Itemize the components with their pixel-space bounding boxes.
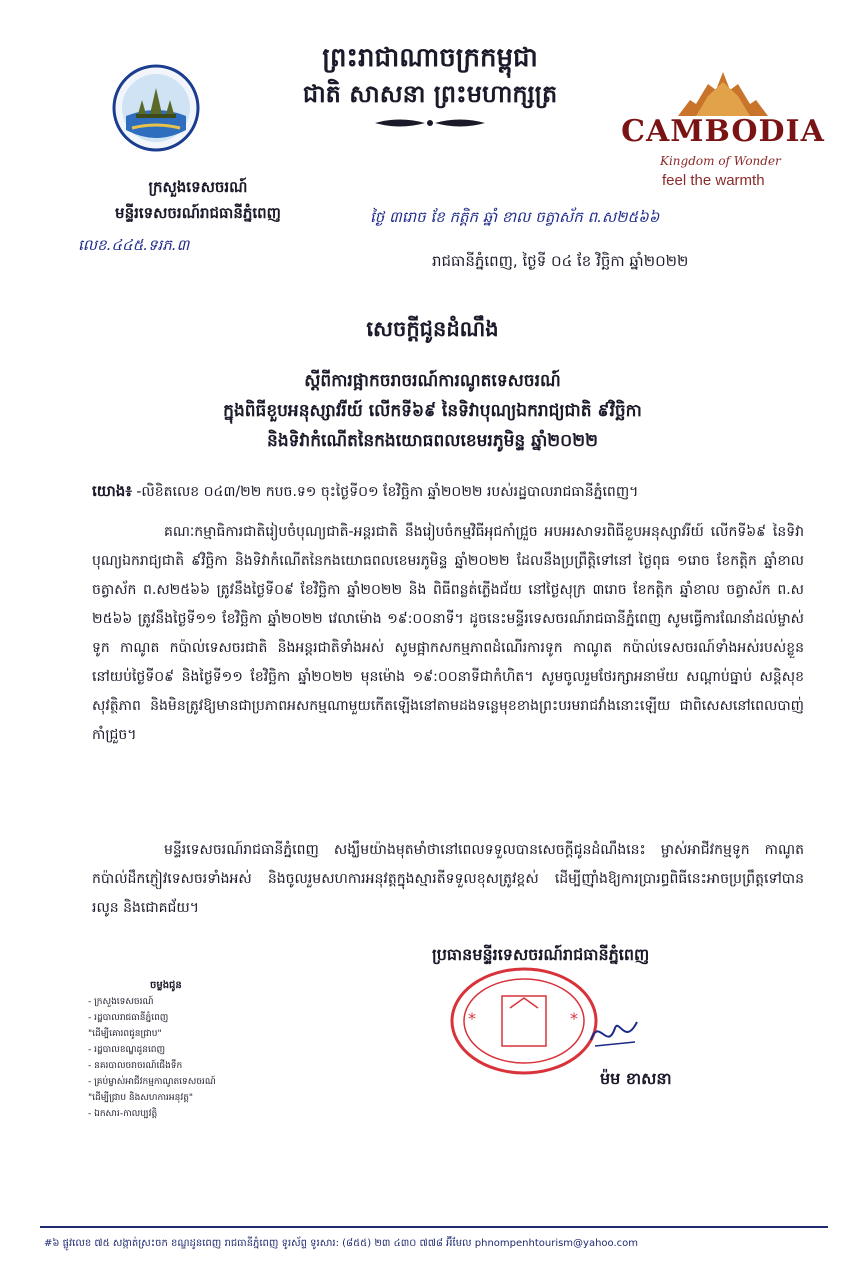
gregorian-date: រាជធានីភ្នំពេញ, ថ្ងៃទី ០៤ ខែ វិច្ឆិកា ឆ្នាំ២០២២: [432, 252, 689, 270]
cc-item: "ដើម្បីជ្រាប និងសហការអនុវត្ត": [88, 1093, 194, 1103]
signer-title: ប្រធានមន្ទីរទេសចរណ៍រាជធានីភ្នំពេញ: [432, 945, 650, 964]
reference-label: យោង៖: [92, 482, 132, 500]
subject-line: ក្នុងពិធីខួបអនុស្សាវរីយ៍ លើកទី៦៩ នៃទិវាបុណ្យឯករាជ្យជាតិ ៩វិច្ឆិកា: [223, 401, 642, 421]
subject-line: និងទិវាកំណើតនៃកងយោធពលខេមរភូមិន្ទ ឆ្នាំ២០២២: [267, 431, 598, 451]
footer-contact: [44, 1236, 828, 1251]
svg-text:*: *: [570, 1009, 578, 1028]
body-paragraph-1: គណៈកម្មាធិការជាតិរៀបចំបុណ្យជាតិ-អន្តរជាតិ នឹងរៀបចំកម្មវិធីអុជកាំជ្រួច អបអរសាទរពិធីខួបអនុស្សាវរីយ៍ លើកទី៦៩ នៃទិវាបុណ្យឯករាជ្យជាតិ ៩វិច្ឆិកា និងទិវាកំណើតនៃកងយោធពលខេមរភូមិន្ទ ឆ្នាំ២០២២ ដែលនឹងប្រព្រឹត្តិទៅនៅ ថ្ងៃពុធ ១រោច ខែកត្តិក ឆ្នាំខាល ចត្វាស័ក ព.ស២៥៦៦ ត្រូវនឹងថ្ងៃទី០៩ ខែវិច្ឆិកា ឆ្នាំ២០២២ និង ពិធីពន្លត់ភ្លើងជ័យ នៅថ្ងៃសុក្រ ៣រោច ខែកត្តិក ឆ្នាំខាល ចត្វាស័ក ព.ស ២៥៦៦ ត្រូវនឹងថ្ងៃទី១១ ខែវិច្ឆិកា ឆ្នាំ២០២២ វេលាម៉ោង ១៩:០០នាទី។ ដូចនេះមន្ទីរទេសចរណ៍រាជធានីភ្នំពេញ សូមធ្វើការណែនាំដល់ម្ចាស់ទូក កាណូត កប៉ាល់ទេសចរជាតិ និងអន្តរជាតិទាំងអស់ សូមផ្អាកសកម្មភាពដំណើរការទូក កាណូត កប៉ាល់ទេសចរណ៍ទាំងអស់របស់ខ្លួន នៅយប់ថ្ងៃទី០៩ និងថ្ងៃទី១១ ខែវិច្ឆិកា ឆ្នាំ២០២២ មុនម៉ោង ១៩:០០នាទីជាកំហិត។ សូមចូលរួមថែរក្សាអនាម័យ សណ្តាប់ធ្នាប់ សន្តិសុខសុវត្ថិភាព និងមិនត្រូវឱ្យមានជាប្រភាពអសកម្មណាមួយកើតឡើងនៅតាមដងទន្លេមុខខាងព្រះបរមរាជវាំងនោះឡើយ ជាពិសេសនៅពេលបាញ់កាំជ្រួច។: [92, 524, 804, 743]
cc-item: - នគរបាលចរាចរណ៍ជើងទឹក: [88, 1061, 183, 1071]
cc-item: - រដ្ឋបាលខណ្ឌដូនពេញ: [88, 1045, 166, 1055]
cc-item: - ឯកសារ-កាលប្បវត្តិ: [88, 1109, 158, 1119]
footer-divider: [40, 1226, 828, 1228]
cc-item: - រដ្ឋបាលរាជធានីភ្នំពេញ: [88, 1013, 169, 1023]
body-paragraph-2: មន្ទីរទេសចរណ៍រាជធានីភ្នំពេញ សង្ឃឹមយ៉ាងមុតមាំថានៅពេលទទួលបានសេចក្តីជូនដំណឹងនេះ ម្ចាស់អាជីវកម្មទូក កាណូត កប៉ាល់ដឹកភ្ញៀវទេសចរទាំងអស់ និងចូលរួមសហការអនុវត្តក្នុងស្មារតីទទួលខុសត្រូវខ្ពស់ ដើម្បីញ៉ាំងឱ្យការប្រារព្ធពិធីនេះអាចប្រព្រឹត្តទៅបានរលូន និងជោគជ័យ។: [92, 842, 804, 916]
handwritten-signature: [585, 1010, 645, 1055]
cambodia-kingdom-of-wonder-logo: [616, 70, 830, 200]
ministry-block: [88, 174, 308, 226]
official-seal-stamp: [448, 966, 600, 1076]
footer-address: #៦ ផ្លូវលេខ ៧៥ សង្កាត់ស្រះចក ខណ្ឌដូនពេញ រាជធានីភ្នំពេញ ទូរស័ព្ទ ទូរសារ: (៨៥៥) ២៣ ៤៣០ ៧៧៨ អ៊ីមែល: [44, 1238, 472, 1249]
feel-the-warmth-slogan: feel the warmth: [662, 172, 765, 189]
department-name: មន្ទីរទេសចរណ៍រាជធានីភ្នំពេញ: [115, 204, 281, 222]
subject-block: [60, 366, 805, 456]
cc-item: "ដើម្បីគោរពជូនជ្រាប": [88, 1029, 162, 1039]
cc-list: [88, 994, 328, 1122]
lunar-date: ថ្ងៃ ៣រោច ខែ កត្តិក ឆ្នាំ ខាល ចត្វាស័ក ព.ស២៥៦៦: [370, 208, 660, 226]
footer-email: phnompenhtourism@yahoo.com: [474, 1238, 639, 1249]
kingdom-name: ព្រះរាជាណាចក្រកម្ពុជា: [322, 43, 538, 73]
header-ornament-icon: [370, 116, 490, 130]
document-title: សេចក្តីជូនដំណឹង: [366, 317, 499, 341]
letter-number: លេខ.៤៤៥.ទរភ.៣: [78, 236, 190, 254]
angkor-temple-icon: [616, 70, 830, 120]
svg-text:*: *: [468, 1009, 476, 1028]
signer-name: ម៉ម ខាសនា: [600, 1069, 672, 1088]
cc-item: - គ្រប់ម្ចាស់អាជីវកម្មកាណូតទេសចរណ៍: [88, 1077, 216, 1087]
reference-line: [92, 482, 812, 504]
cc-title: ចម្លងជូន: [150, 980, 182, 991]
subject-line: ស្តីពីការផ្អាកចរាចរណ៍ការណូតទេសចរណ៍: [304, 371, 561, 391]
kingdom-of-wonder-tagline: Kingdom of Wonder: [660, 154, 781, 168]
ministry-name: ក្រសួងទេសចរណ៍: [148, 178, 248, 196]
cambodia-wordmark: CAMBODIA: [621, 114, 825, 149]
cc-item: - ក្រសួងទេសចរណ៍: [88, 997, 154, 1007]
kingdom-header: [250, 40, 610, 130]
reference-text: -លិខិតលេខ ០៤៣/២២ កបច.ទ១ ចុះថ្ងៃទី០១ ខែវិច្ឆិកា ឆ្នាំ២០២២ របស់រដ្ឋបាលរាជធានីភ្នំពេញ។: [136, 484, 639, 500]
national-motto: ជាតិ សាសនា ព្រះមហាក្សត្រ: [302, 80, 558, 108]
ministry-of-tourism-logo-icon: [112, 64, 200, 152]
